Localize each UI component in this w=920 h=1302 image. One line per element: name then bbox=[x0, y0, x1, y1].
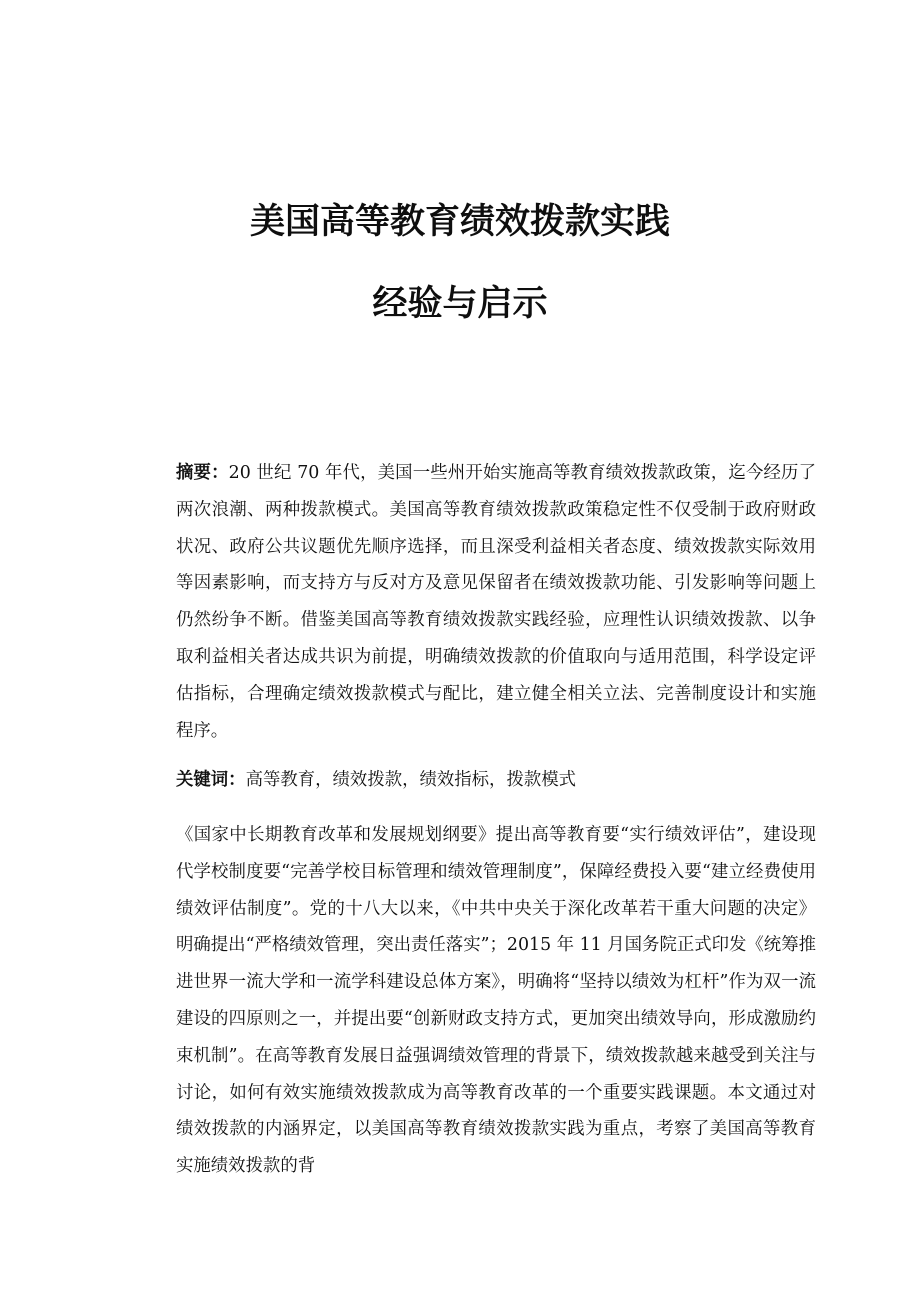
document-title-line-1: 美国高等教育绩效拨款实践 bbox=[249, 202, 670, 242]
abstract-paragraph bbox=[141, 455, 816, 749]
document-title-line-2: 经验与启示 bbox=[372, 284, 548, 324]
intro-paragraph: 《国家中长期教育改革和发展规划纲要》提出高等教育要“实行绩效评估”，建设现代学校制度要“完善学校目标管理和绩效管理制度”，保障经费投入要“建立经费使用绩效评估制度”。党的十八大以来，《中共中央关于深化改革若干重大问题的决定》明确提出“严格绩效管理，突出责任落实”；2015 年 11 月国务院正式印发《统筹推进世界一流大学和一流学科建设总体方案》，明确将“坚持以绩效为杠杆”作为双一流建设的四原则之一，并提出要“创新财政支持方式，更加突出绩效导向，形成激励约束机制”。在高等教育发展日益强调绩效管理的背景下，绩效拨款越来越受到关注与讨论，如何有效实施绩效拨款成为高等教育改革的一个重要实践课题。本文通过对绩效拨款的内涵界定，以美国高等教育绩效拨款实践为重点，考察了美国高等教育实施绩效拨款的背 bbox=[176, 825, 816, 1177]
abstract-text: 20 世纪 70 年代，美国一些州开始实施高等教育绩效拨款政策，迄今经历了两次浪潮、两种拨款模式。美国高等教育绩效拨款政策稳定性不仅受制于政府财政状况、政府公共议题优先顺序选择，而且深受利益相关者态度、绩效拨款实际效用等因素影响，而支持方与反对方及意见保留者在绩效拨款功能、引发影响等问题上仍然纷争不断。借鉴美国高等教育绩效拨款实践经验，应理性认识绩效拨款、以争取利益相关者达成共识为前提，明确绩效拨款的价值取向与适用范围，科学设定评估指标，合理确定绩效拨款模式与配比，建立健全相关立法、完善制度设计和实施程序。 bbox=[176, 463, 816, 741]
keywords-text: 高等教育，绩效拨款，绩效指标，拨款模式 bbox=[245, 770, 577, 790]
keywords-paragraph bbox=[141, 762, 816, 799]
abstract-label: 摘要： bbox=[176, 463, 229, 483]
keywords-label: 关键词： bbox=[176, 770, 246, 790]
